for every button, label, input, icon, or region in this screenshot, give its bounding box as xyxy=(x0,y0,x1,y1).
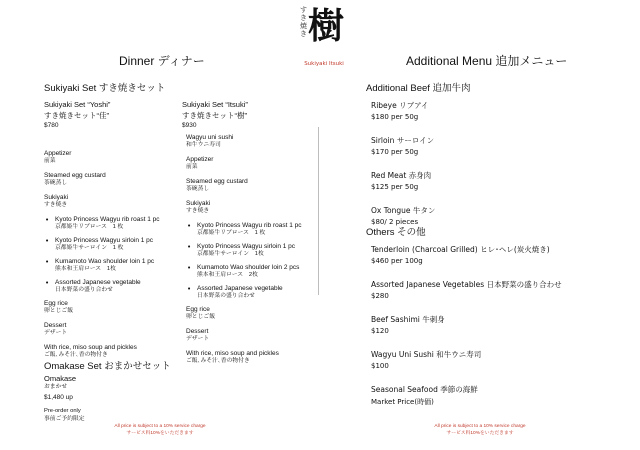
additional-beef-list xyxy=(371,100,591,240)
list-item: Ribeye リブアイ $180 per 50g xyxy=(371,101,429,121)
course-appetizer: Appetizer xyxy=(44,149,72,157)
course-rice: Egg rice xyxy=(186,305,210,313)
others-list xyxy=(371,244,611,421)
set-itsuki xyxy=(182,100,314,372)
set-itsuki-price: $930 xyxy=(182,122,197,129)
sukiyaki-set-heading: Sukiyaki Set すき焼きセット xyxy=(44,83,166,94)
omakase-heading: Omakase Set おまかせセット xyxy=(44,361,171,372)
course-appetizer-jp: 前菜 xyxy=(44,158,56,164)
service-charge-jp: サービス料10%をいただきます xyxy=(446,431,514,436)
course-with: With rice, miso soup and pickles xyxy=(186,349,279,357)
course-sukiyaki: Sukiyaki xyxy=(44,193,69,201)
list-item: Assorted Japanese Vegetables 日本野菜の盛り合わせ $280 xyxy=(371,280,562,300)
course-with-jp: ご飯､みそ汁､香の物付き xyxy=(44,352,108,358)
omakase-preorder: Pre-order only xyxy=(44,408,81,414)
service-charge-jp: サービス料10%をいただきます xyxy=(126,431,194,436)
list-item: Seasonal Seafood 季節の海鮮 Market Price(時価) xyxy=(371,385,478,406)
list-item: Beef Sashimi 牛刺身 $120 xyxy=(371,315,445,335)
course-custard-jp: 茶碗蒸し xyxy=(186,186,210,192)
omakase-price: $1,480 up xyxy=(44,393,73,401)
additional-beef-heading: Additional Beef 追加牛肉 xyxy=(366,83,471,94)
course-uni-sushi-jp: 和牛ウニ寿司 xyxy=(186,142,221,148)
set-itsuki-name: Sukiyaki Set “Itsuki” xyxy=(182,100,248,109)
list-item: • Assorted Japanese vegetable 日本野菜の盛り合わせ xyxy=(186,285,314,301)
logo-subtitle: Sukiyaki Itsuki xyxy=(304,61,344,67)
omakase-name-jp: おまかせ xyxy=(44,384,68,390)
list-item: Tenderloin (Charcoal Grilled) ヒレ･ヘレ(炭火焼き) $460 per 100g xyxy=(371,245,550,265)
service-charge-note xyxy=(420,423,540,437)
list-item: Ox Tongue 牛タン $80/ 2 pieces xyxy=(371,206,436,226)
list-item: • Kyoto Princess Wagyu rib roast 1 pc 京都姫牛リブロース 1 枚 xyxy=(44,216,176,232)
set-yoshi xyxy=(44,100,176,366)
logo-kanji: 樹 xyxy=(308,5,345,47)
course-rice-jp: 卵とじご飯 xyxy=(186,314,215,320)
additional-title: Additional Menu 追加メニュー xyxy=(406,54,568,68)
course-rice: Egg rice xyxy=(44,299,68,307)
service-charge-note xyxy=(100,423,220,437)
course-dessert: Dessert xyxy=(186,327,209,335)
course-sukiyaki: Sukiyaki xyxy=(186,199,211,207)
course-with-jp: ご飯､みそ汁､香の物付き xyxy=(186,358,250,364)
service-charge-en: All price is subject to a 10% service charge xyxy=(434,424,526,429)
beef-list xyxy=(44,216,176,295)
course-appetizer: Appetizer xyxy=(186,155,214,163)
set-itsuki-jp: すき焼きセット“樹” xyxy=(182,111,247,120)
list-item: Red Meat 赤身肉 $125 per 50g xyxy=(371,171,432,191)
service-charge-en: All price is subject to a 10% service charge xyxy=(114,424,206,429)
list-item: • Kyoto Princess Wagyu rib roast 1 pc 京都姫牛リブロース 1 枚 xyxy=(186,222,314,238)
course-dessert: Dessert xyxy=(44,321,67,329)
dinner-title: Dinner ディナー xyxy=(119,54,205,68)
list-item: Sirloin サーロイン $170 per 50g xyxy=(371,136,435,156)
course-dessert-jp: デザート xyxy=(186,336,210,342)
list-item: • Kumamoto Wao shoulder loin 2 pcs 熊本和王肩ロース 2枚 xyxy=(186,264,314,280)
course-custard: Steamed egg custard xyxy=(44,171,106,179)
list-item: • Assorted Japanese vegetable 日本野菜の盛り合わせ xyxy=(44,279,176,295)
course-sukiyaki-jp: すき焼き xyxy=(44,202,68,208)
course-appetizer-jp: 前菜 xyxy=(186,164,198,170)
list-item: Wagyu Uni Sushi 和牛ウニ寿司 $100 xyxy=(371,350,482,370)
omakase-preorder-jp: 事前ご予約限定 xyxy=(44,415,85,422)
restaurant-logo xyxy=(300,4,346,67)
set-yoshi-price: $780 xyxy=(44,122,59,129)
course-custard: Steamed egg custard xyxy=(186,177,248,185)
omakase-set xyxy=(44,374,85,423)
course-sukiyaki-jp: すき焼き xyxy=(186,208,210,214)
others-heading: Others その他 xyxy=(366,227,426,238)
set-yoshi-jp: すき焼きセット“佳” xyxy=(44,111,109,120)
list-item: • Kumamoto Wao shoulder loin 1 pc 熊本和王肩ロース 1枚 xyxy=(44,258,176,274)
course-with: With rice, miso soup and pickles xyxy=(44,343,137,351)
course-uni-sushi: Wagyu uni sushi xyxy=(186,133,234,141)
course-rice-jp: 卵とじご飯 xyxy=(44,308,73,314)
set-yoshi-name: Sukiyaki Set “Yoshi” xyxy=(44,100,111,109)
logo-kana: す き 焼 き xyxy=(300,6,307,38)
list-item: • Kyoto Princess Wagyu sirloin 1 pc 京都姫牛サーロイン 1枚 xyxy=(186,243,314,259)
omakase-name: Omakase xyxy=(44,374,77,383)
list-item: • Kyoto Princess Wagyu sirloin 1 pc 京都姫牛サーロイン 1 枚 xyxy=(44,237,176,253)
course-custard-jp: 茶碗蒸し xyxy=(44,180,68,186)
column-divider xyxy=(318,127,319,295)
beef-list xyxy=(182,222,314,301)
course-dessert-jp: デザート xyxy=(44,330,68,336)
